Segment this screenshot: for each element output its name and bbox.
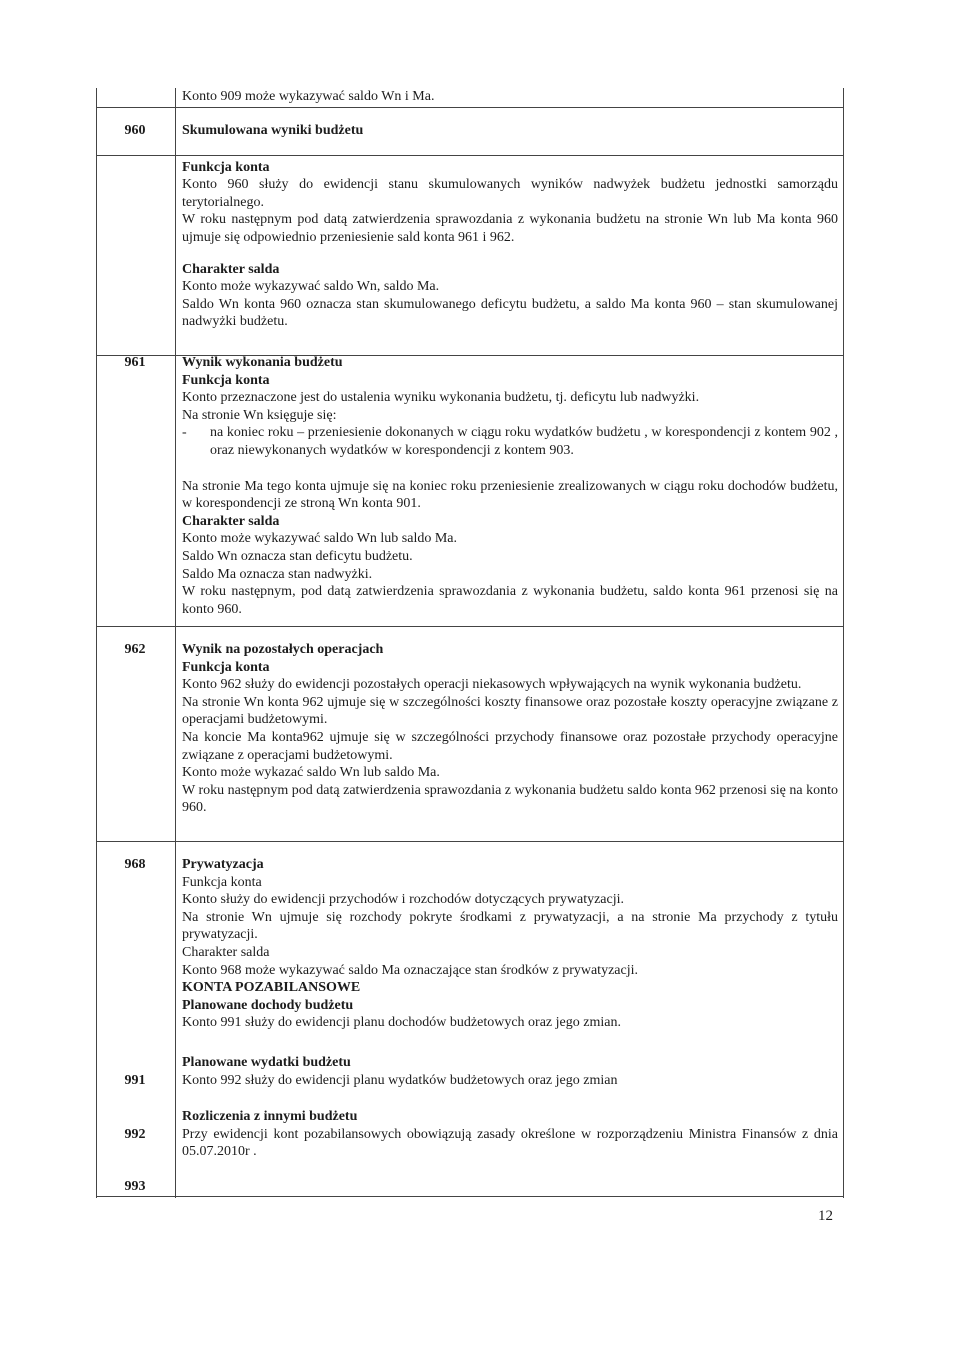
paragraph: Saldo Ma oznacza stan nadwyżki. (182, 566, 373, 582)
paragraph: Przy ewidencji kont pozabilansowych obowiązują zasady określone w rozporządzeniu Ministra Finansów z dnia 05.07.2010r . (182, 1126, 838, 1160)
list-item (182, 424, 838, 459)
paragraph: Na stronie Wn księguje się: (182, 407, 337, 423)
paragraph: Saldo Wn konta 960 oznacza stan skumulowanego deficytu budżetu, a saldo Ma konta 960 – stan skumulowanej nadwyżki budżetu. (182, 296, 838, 330)
row-divider (96, 626, 844, 627)
heading-funkcja-konta: Funkcja konta (182, 659, 270, 675)
section-960 (182, 122, 838, 331)
account-number-993: 993 (124, 1179, 146, 1194)
account-number-992: 992 (124, 1127, 146, 1142)
heading-konta-pozabilansowe: KONTA POZABILANSOWE (182, 980, 361, 996)
account-number-961: 961 (124, 355, 146, 370)
column-divider (175, 88, 176, 1198)
paragraph: Konto 968 może wykazywać saldo Ma oznaczające stan środków z prywatyzacji. (182, 962, 638, 978)
heading-planowane-dochody: Planowane dochody budżetu (182, 997, 354, 1013)
paragraph: Konto 962 służy do ewidencji pozostałych operacji niekasowych wpływających na wynik wykonania budżetu. (182, 677, 802, 693)
list-item-text: na koniec roku – przeniesienie dokonanych w ciągu roku wydatków budżetu , w korespondencji z kontem 902 , oraz niewykonanych wydatków w korespondencji z kontem 903. (210, 425, 838, 458)
paragraph: Konto 991 służy do ewidencji planu dochodów budżetowych oraz jego zmian. (182, 1015, 621, 1031)
account-number-968: 968 (124, 857, 146, 872)
intro-text: Konto 909 może wykazywać saldo Wn i Ma. (182, 89, 435, 104)
account-number-991: 991 (124, 1073, 146, 1088)
section-961 (182, 354, 838, 618)
heading-rozliczenia: Rozliczenia z innymi budżetu (182, 1109, 358, 1124)
paragraph: Na stronie Wn konta 962 ujmuje się w szczególności koszty finansowe oraz pozostałe koszty operacyjne związane z operacjami budżetowymi. (182, 694, 838, 728)
list-dash: - (182, 425, 187, 441)
heading-planowane-wydatki: Planowane wydatki budżetu (182, 1055, 351, 1070)
paragraph: Konto może wykazywać saldo Wn lub saldo Ma. (182, 531, 458, 547)
row-divider (96, 107, 844, 108)
paragraph: Konto 960 służy do ewidencji stanu skumulowanych wyników nadwyżek budżetu jednostki samorządu terytorialnego. (182, 177, 838, 210)
heading-charakter-salda: Charakter salda (182, 261, 280, 277)
section-968 (182, 856, 838, 1032)
section-title: Prywatyzacja (182, 857, 264, 872)
section-992 (182, 1108, 838, 1161)
paragraph: W roku następnym pod datą zatwierdzenia sprawozdania z wykonania budżetu na stronie Wn lub Ma konta 960 ujmuje się odpowiednio przeniesienie sald konta 961 i 962. (182, 212, 838, 245)
heading-funkcja-konta: Funkcja konta (182, 159, 270, 175)
paragraph: Konto służy do ewidencji przychodów i rozchodów dotyczących prywatyzacji. (182, 892, 625, 908)
account-number-960: 960 (124, 123, 146, 138)
table-right-border (843, 88, 844, 1198)
heading-charakter-salda: Charakter salda (182, 513, 280, 529)
section-991 (182, 1054, 838, 1089)
account-number-962: 962 (124, 642, 146, 657)
paragraph: Konto może wykazać saldo Wn lub saldo Ma. (182, 765, 440, 781)
page-number: 12 (818, 1208, 833, 1224)
paragraph: Na stronie Ma tego konta ujmuje się na koniec roku przeniesienie zrealizowanych w ciągu roku dochodów budżetu, w korespondencji ze stroną Wn konta 901. (182, 478, 838, 512)
section-title: Wynik wykonania budżetu (182, 355, 343, 370)
paragraph: Saldo Wn oznacza stan deficytu budżetu. (182, 548, 413, 564)
heading-funkcja-konta: Funkcja konta (182, 874, 262, 890)
heading-funkcja-konta: Funkcja konta (182, 372, 270, 388)
section-962 (182, 641, 838, 817)
section-title: Wynik na pozostałych operacjach (182, 642, 384, 657)
paragraph: Konto może wykazywać saldo Wn, saldo Ma. (182, 279, 440, 295)
paragraph: W roku następnym, pod datą zatwierdzenia sprawozdania z wykonania budżetu, saldo konta 961 przenosi się na konto 960. (182, 584, 838, 617)
table-bottom-border (96, 1196, 844, 1197)
paragraph: Na stronie Wn ujmuje się rozchody pokryte środkami z prywatyzacji, a na stronie Ma przychody z tytułu prywatyzacji. (182, 909, 838, 943)
heading-charakter-salda: Charakter salda (182, 944, 270, 960)
section-title: Skumulowana wyniki budżetu (182, 123, 364, 138)
paragraph: W roku następnym pod datą zatwierdzenia sprawozdania z wykonania budżetu saldo konta 962 przenosi się na konto 960. (182, 782, 838, 816)
paragraph: Konto przeznaczone jest do ustalenia wyniku wykonania budżetu, tj. deficytu lub nadwyżki. (182, 390, 700, 406)
paragraph: Na koncie Ma konta962 ujmuje się w szczególności przychody finansowe oraz pozostałe przychody operacyjne związane z operacjami budżetowymi. (182, 729, 838, 763)
row-divider (96, 841, 844, 842)
paragraph: Konto 992 służy do ewidencji planu wydatków budżetowych oraz jego zmian (182, 1072, 618, 1088)
